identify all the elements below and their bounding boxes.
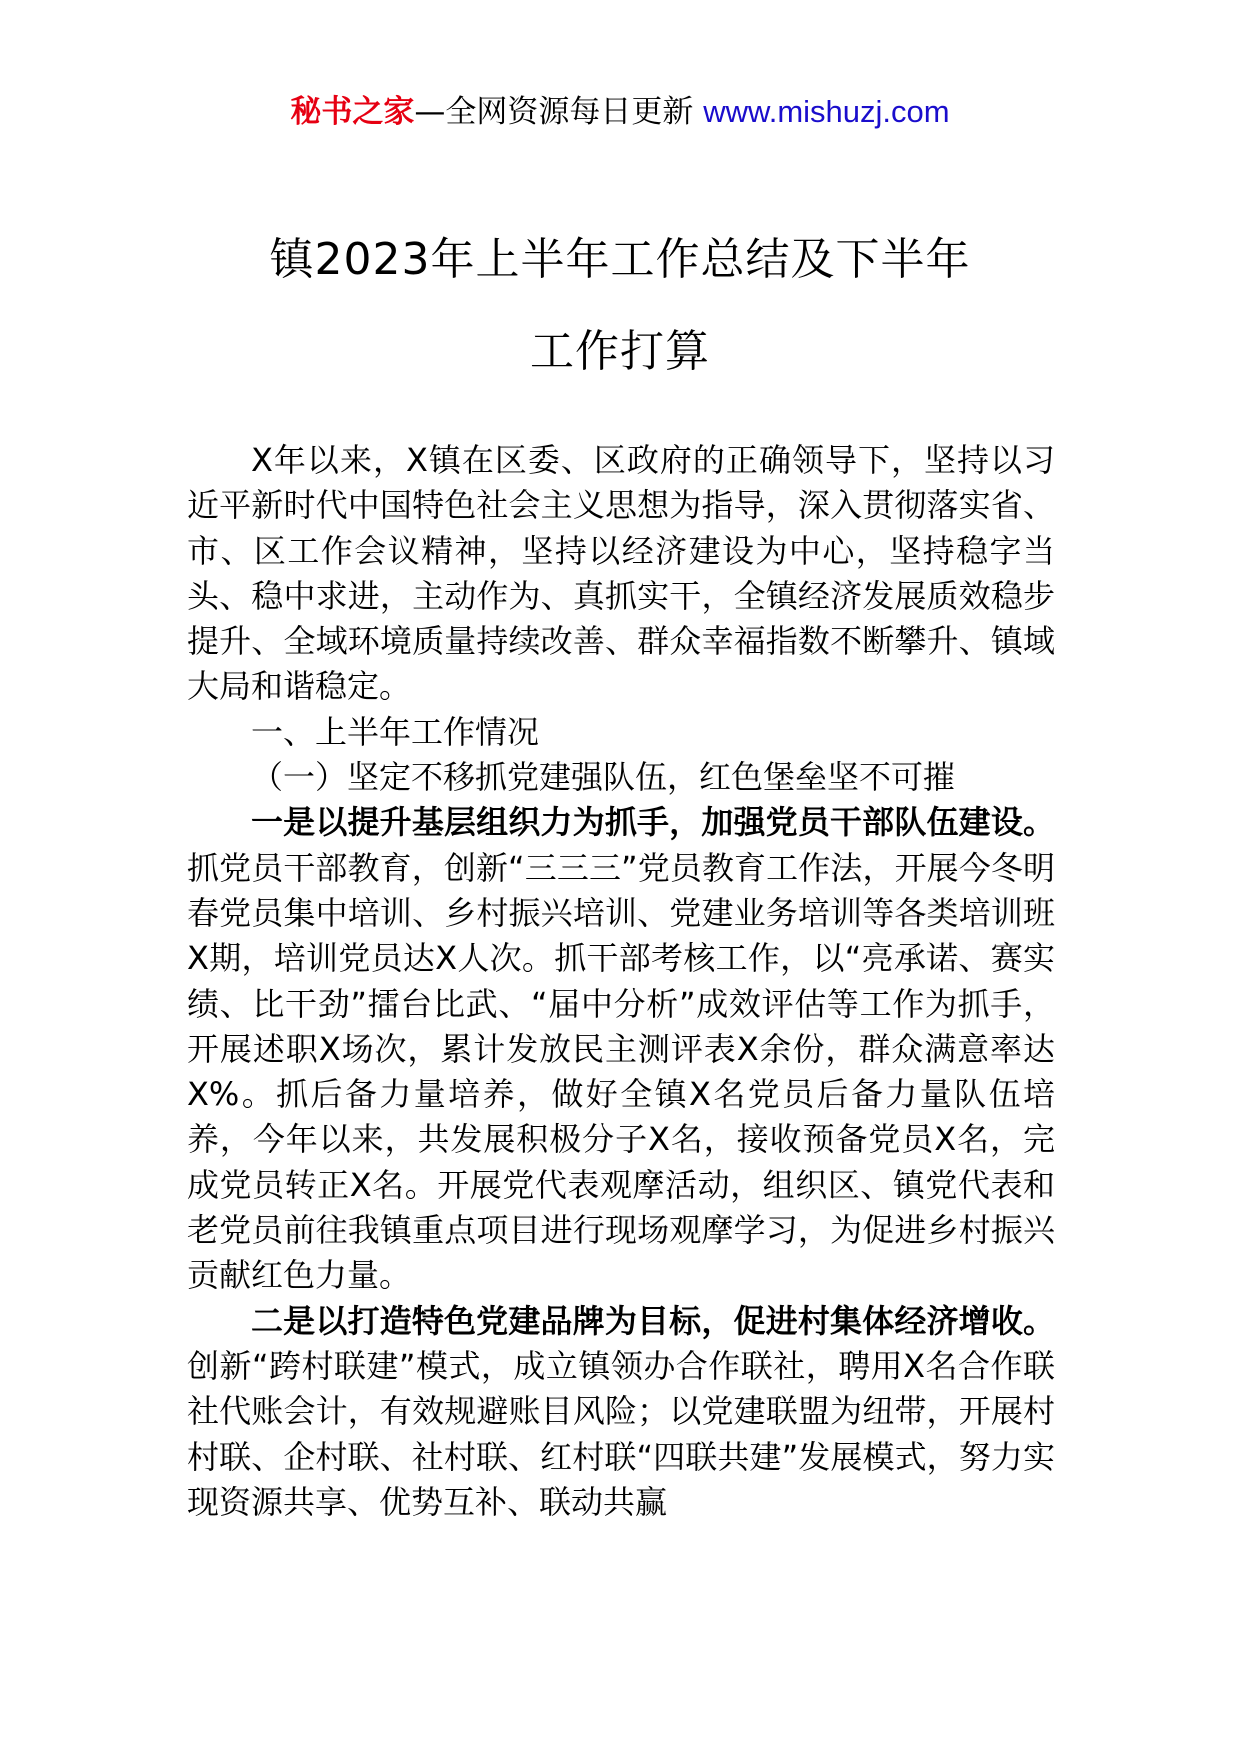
site-url-link[interactable]: www.mishuzj.com	[703, 94, 950, 129]
site-brand: 秘书之家	[290, 94, 415, 130]
subsection-heading: （一）坚定不移抓党建强队伍，红色堡垒坚不可摧	[251, 758, 956, 797]
item-2-text: 创新“跨村联建”模式，成立镇领办合作联社，聘用X名合作联社代账会计，有效规避账目风险；以党建联盟为纽带，开展村村联、企村联、社村联、红村联“四联共建”发展模式，努力实现资源共享、优势互补、联动共赢	[187, 1346, 1055, 1521]
document-body	[187, 438, 1055, 1525]
item-2-lead: 二是以打造特色党建品牌为目标，促进村集体经济增收。	[251, 1301, 1055, 1340]
item-paragraph-1	[187, 800, 1055, 1298]
site-tagline: —全网资源每日更新	[414, 94, 704, 130]
section-heading: 一、上半年工作情况	[251, 712, 540, 751]
document-title-line2: 工作打算	[530, 326, 710, 377]
site-header	[0, 92, 1240, 132]
intro-paragraph: X年以来，X镇在区委、区政府的正确领导下，坚持以习近平新时代中国特色社会主义思想为指导，深入贯彻落实省、市、区工作会议精神，坚持以经济建设为中心，坚持稳字当头、稳中求进，主动作为、真抓实干，全镇经济发展质效稳步提升、全域环境质量持续改善、群众幸福指数不断攀升、镇域大局和谐稳定。	[187, 441, 1055, 706]
item-1-text: 抓党员干部教育，创新“三三三”党员教育工作法，开展今冬明春党员集中培训、乡村振兴培训、党建业务培训等各类培训班X期，培训党员达X人次。抓干部考核工作，以“亮承诺、赛实绩、比干劲”擂台比武、“届中分析”成效评估等工作为抓手，开展述职X场次，累计发放民主测评表X余份，群众满意率达X%。抓后备力量培养，做好全镇X名党员后备力量队伍培养，今年以来，共发展积极分子X名，接收预备党员X名，完成党员转正X名。开展党代表观摩活动，组织区、镇党代表和老党员前往我镇重点项目进行现场观摩学习，为促进乡村振兴贡献红色力量。	[187, 848, 1055, 1295]
document-title-line1: 镇2023年上半年工作总结及下半年	[269, 234, 971, 285]
item-1-lead: 一是以提升基层组织力为抓手，加强党员干部队伍建设。	[251, 803, 1055, 842]
item-paragraph-2	[187, 1299, 1055, 1525]
